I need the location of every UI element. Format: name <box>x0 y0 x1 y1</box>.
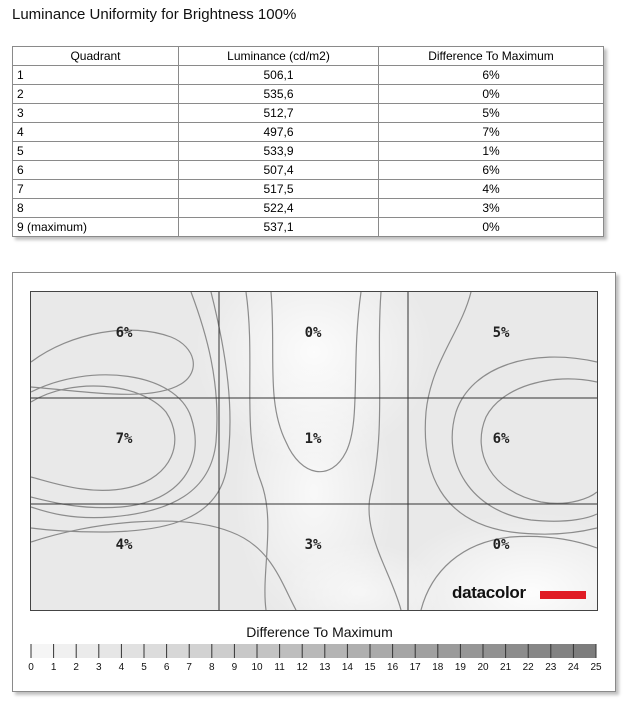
scale-tick-label: 23 <box>545 662 557 673</box>
scale-swatch <box>325 644 348 658</box>
quadrant-label: 1% <box>304 431 322 447</box>
table-cell: 3% <box>379 199 604 218</box>
scale-tick-label: 16 <box>387 662 399 673</box>
scale-tick-label: 24 <box>567 662 579 673</box>
table-cell: 522,4 <box>179 199 379 218</box>
scale-swatch <box>551 644 574 658</box>
table-row <box>13 104 604 123</box>
scale-tick-label: 13 <box>319 662 331 673</box>
table-cell: 7 <box>13 180 179 199</box>
scale-swatch <box>99 644 122 658</box>
table-cell: 4 <box>13 123 179 142</box>
table-header-row <box>13 47 604 66</box>
scale-swatch <box>460 644 483 658</box>
table-row <box>13 180 604 199</box>
table-cell: 517,5 <box>179 180 379 199</box>
table-cell: 497,6 <box>179 123 379 142</box>
page-title: Luminance Uniformity for Brightness 100% <box>12 6 297 23</box>
table-row <box>13 142 604 161</box>
scale-tick-label: 11 <box>274 662 285 673</box>
quadrant-label: 6% <box>492 431 510 447</box>
quadrant-label: 0% <box>492 537 510 553</box>
logo-text: datacolor <box>452 583 526 602</box>
scale-swatch <box>167 644 190 658</box>
scale-swatch <box>144 644 167 658</box>
table-cell: 533,9 <box>179 142 379 161</box>
table-cell: 507,4 <box>179 161 379 180</box>
scale-tick-label: 22 <box>522 662 534 673</box>
scale-swatch <box>189 644 212 658</box>
scale-swatch <box>573 644 596 658</box>
scale-swatch <box>280 644 303 658</box>
scale-swatch <box>257 644 280 658</box>
scale-swatch <box>483 644 506 658</box>
table-cell: 0% <box>379 218 604 237</box>
scale-tick-label: 5 <box>141 662 147 673</box>
column-header: Quadrant <box>13 47 179 66</box>
table-cell: 6% <box>379 66 604 85</box>
quadrant-label: 4% <box>115 537 133 553</box>
scale-swatch <box>31 644 54 658</box>
scale-tick-label: 19 <box>454 662 466 673</box>
scale-tick-label: 6 <box>163 662 170 673</box>
scale-swatch <box>506 644 529 658</box>
table-cell: 2 <box>13 85 179 104</box>
table-cell: 537,1 <box>179 218 379 237</box>
scale-swatch <box>302 644 325 658</box>
table-row <box>13 161 604 180</box>
scale-tick-label: 21 <box>500 662 512 673</box>
column-header: Luminance (cd/m2) <box>179 47 379 66</box>
table-cell: 535,6 <box>179 85 379 104</box>
scale-swatch <box>347 644 370 658</box>
table-cell: 8 <box>13 199 179 218</box>
luminance-table <box>12 46 604 237</box>
table-cell: 7% <box>379 123 604 142</box>
table-cell: 512,7 <box>179 104 379 123</box>
quadrant-label: 3% <box>304 537 322 553</box>
table-cell: 3 <box>13 104 179 123</box>
table-cell: 1% <box>379 142 604 161</box>
scale-tick-label: 12 <box>296 662 308 673</box>
table-cell: 6 <box>13 161 179 180</box>
scale-swatch <box>234 644 257 658</box>
logo-accent-bar <box>540 591 586 599</box>
scale-swatch <box>212 644 235 658</box>
scale-swatch <box>393 644 416 658</box>
scale-tick-label: 15 <box>364 662 376 673</box>
scale-swatch <box>76 644 99 658</box>
table-row <box>13 199 604 218</box>
scale-swatch <box>370 644 393 658</box>
column-header: Difference To Maximum <box>379 47 604 66</box>
scale-tick-label: 2 <box>73 662 79 673</box>
scale-tick-label: 14 <box>341 662 353 673</box>
scale-tick-label: 20 <box>477 662 489 673</box>
scale-tick-label: 8 <box>209 662 215 673</box>
table-cell: 5 <box>13 142 179 161</box>
scale-tick-label: 7 <box>186 662 192 673</box>
datacolor-logo <box>452 583 586 605</box>
scale-tick-label: 3 <box>96 662 102 673</box>
scale-swatch <box>121 644 144 658</box>
table-cell: 4% <box>379 180 604 199</box>
table-cell: 506,1 <box>179 66 379 85</box>
scale-tick-label: 17 <box>409 662 421 673</box>
scale-tick-label: 1 <box>50 662 57 673</box>
table-row <box>13 66 604 85</box>
quadrant-label: 0% <box>304 325 322 341</box>
scale-swatch <box>54 644 77 658</box>
table-row <box>13 123 604 142</box>
table-cell: 6% <box>379 161 604 180</box>
scale-tick-label: 25 <box>590 662 602 673</box>
scale-tick-label: 18 <box>432 662 444 673</box>
scale-tick-label: 0 <box>28 662 34 673</box>
quadrant-label: 5% <box>492 325 510 341</box>
quadrant-label: 6% <box>115 325 133 341</box>
scale-tick-label: 4 <box>118 662 125 673</box>
scale-tick-label: 9 <box>231 662 238 673</box>
scale-swatch <box>528 644 551 658</box>
scale-swatch <box>415 644 438 658</box>
table-row <box>13 85 604 104</box>
scale-tick-label: 10 <box>251 662 263 673</box>
table-cell: 0% <box>379 85 604 104</box>
table-row <box>13 218 604 237</box>
table-cell: 5% <box>379 104 604 123</box>
scale-title: Difference To Maximum <box>246 624 393 640</box>
scale-swatch <box>438 644 461 658</box>
quadrant-label: 7% <box>115 431 133 447</box>
table-cell: 9 (maximum) <box>13 218 179 237</box>
table-cell: 1 <box>13 66 179 85</box>
